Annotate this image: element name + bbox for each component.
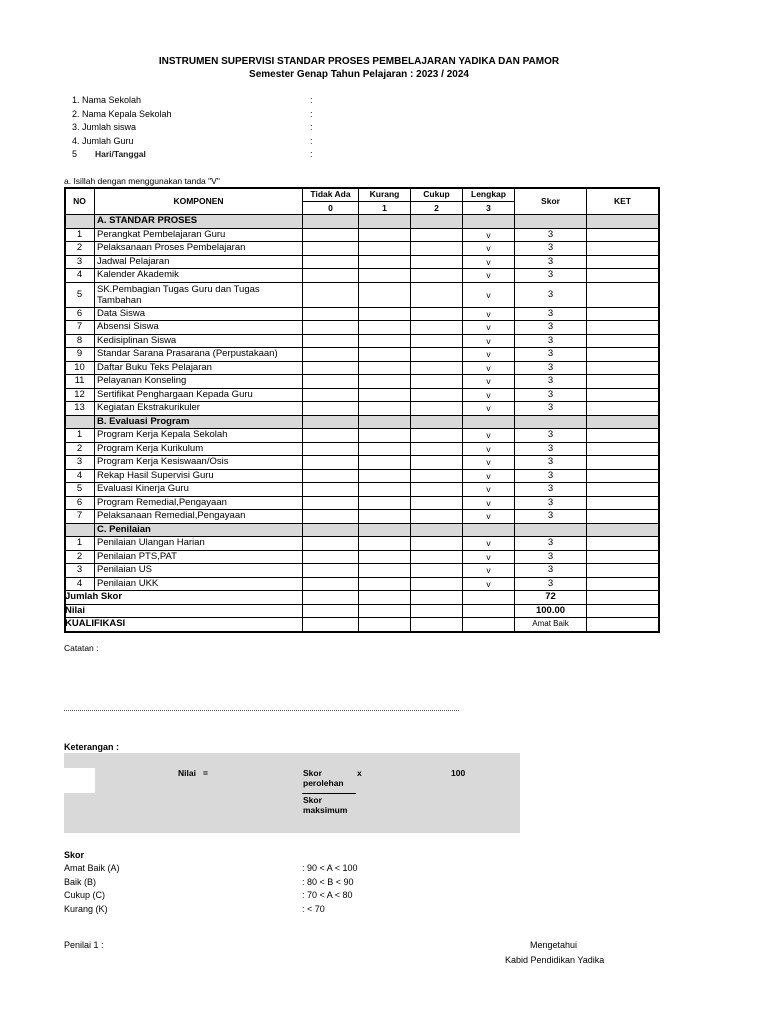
row-skor: 3 [515,564,587,578]
row-no: 2 [65,442,95,456]
row-komponen: Penilaian UKK [95,577,303,591]
row-komponen: Daftar Buku Teks Pelajaran [95,361,303,375]
row-komponen: Kedisiplinan Siswa [95,334,303,348]
row-check: v [463,510,515,524]
row-komponen: Data Siswa [95,307,303,321]
row-skor: 3 [515,456,587,470]
header-komponen: KOMPONEN [95,188,303,215]
table-row [65,307,659,321]
row-check: v [463,388,515,402]
header-value-2: 2 [411,201,463,215]
header-value-0: 0 [303,201,359,215]
formula-times: x [357,768,362,778]
kualifikasi-value: Amat Baik [515,618,587,632]
row-no: 4 [65,577,95,591]
section-row-a [65,215,659,229]
row-skor: 3 [515,361,587,375]
jumlah-skor-row [65,591,659,605]
keterangan-label: Keterangan : [64,742,120,752]
row-komponen: Standar Sarana Prasarana (Perpustakaan) [95,348,303,362]
row-no: 5 [65,282,95,307]
row-check: v [463,577,515,591]
row-no: 3 [65,456,95,470]
formula-fraction-line [302,793,356,794]
row-no: 2 [65,550,95,564]
info-label-jumlah-siswa: 3. Jumlah siswa [72,122,137,132]
row-skor: 3 [515,469,587,483]
row-skor: 3 [515,282,587,307]
skor-range-cukup: : 70 < A < 80 [302,890,353,900]
row-komponen: Program Remedial,Pengayaan [95,496,303,510]
row-komponen: Penilaian Ulangan Harian [95,537,303,551]
skor-label-cukup: Cukup (C) [64,890,106,900]
kabid-label: Kabid Pendidikan Yadika [505,955,605,965]
info-colon: : [310,122,313,132]
row-check: v [463,402,515,416]
formula-equals: = [203,768,208,778]
row-skor: 3 [515,228,587,242]
row-skor: 3 [515,577,587,591]
row-check: v [463,483,515,497]
skor-label-kurang: Kurang (K) [64,904,108,914]
table-row [65,402,659,416]
header-kurang: Kurang [359,188,411,202]
skor-label-amat-baik: Amat Baik (A) [64,863,120,873]
table-row [65,496,659,510]
row-no: 12 [65,388,95,402]
row-no: 5 [65,483,95,497]
table-row [65,348,659,362]
row-komponen: Perangkat Pembelajaran Guru [95,228,303,242]
skor-scale-title: Skor [64,850,85,860]
table-row [65,228,659,242]
row-skor: 3 [515,550,587,564]
row-no: 3 [65,255,95,269]
skor-range-amat-baik: : 90 < A < 100 [302,863,358,873]
table-row [65,361,659,375]
catatan-dotted-line [64,710,459,711]
row-no: 1 [65,537,95,551]
mengetahui-label: Mengetahui [530,940,578,950]
info-colon: : [310,149,313,159]
row-komponen: Sertifikat Penghargaan Kepada Guru [95,388,303,402]
row-no: 8 [65,334,95,348]
table-row [65,537,659,551]
penilai-label: Penilai 1 : [64,940,104,950]
document-title: INSTRUMEN SUPERVISI STANDAR PROSES PEMBELAJARAN YADIKA DAN PAMOR [158,56,560,67]
row-no: 9 [65,348,95,362]
nilai-label: Nilai [65,604,303,618]
row-check: v [463,334,515,348]
kualifikasi-row [65,618,659,632]
header-skor: Skor [515,188,587,215]
row-check: v [463,550,515,564]
row-check: v [463,537,515,551]
row-skor: 3 [515,255,587,269]
section-row-b [65,415,659,429]
nilai-row [65,604,659,618]
row-no: 4 [65,469,95,483]
row-check: v [463,429,515,443]
header-value-1: 1 [359,201,411,215]
table-row [65,456,659,470]
skor-range-kurang: : < 70 [302,904,325,914]
row-check: v [463,242,515,256]
formula-hundred: 100 [451,768,466,778]
row-skor: 3 [515,483,587,497]
header-ket: KET [587,188,659,215]
row-check: v [463,442,515,456]
row-komponen: Program Kerja Kepala Sekolah [95,429,303,443]
jumlah-skor-label: Jumlah Skor [65,591,303,605]
table-row [65,255,659,269]
table-row [65,429,659,443]
row-check: v [463,348,515,362]
table-row [65,442,659,456]
table-row [65,375,659,389]
row-check: v [463,228,515,242]
row-no: 7 [65,510,95,524]
row-komponen: Rekap Hasil Supervisi Guru [95,469,303,483]
header-value-3: 3 [463,201,515,215]
section-a-title: A. STANDAR PROSES [95,215,303,229]
row-no: 13 [65,402,95,416]
info-colon: : [310,109,313,119]
formula-blank-cell [64,768,95,793]
kualifikasi-label: KUALIFIKASI [65,618,303,632]
jumlah-skor-value: 72 [515,591,587,605]
row-skor: 3 [515,321,587,335]
row-komponen: Penilaian US [95,564,303,578]
row-check: v [463,496,515,510]
row-komponen: Kalender Akademik [95,269,303,283]
row-check: v [463,269,515,283]
table-row [65,550,659,564]
info-label-nama-sekolah: 1. Nama Sekolah [72,95,142,105]
row-komponen: SK.Pembagian Tugas Guru dan Tugas Tambahan [95,282,303,307]
info-label-hari-tanggal: Hari/Tanggal [95,149,146,159]
section-row-c [65,523,659,537]
info-label-jumlah-guru: 4. Jumlah Guru [72,136,134,146]
row-skor: 3 [515,242,587,256]
table-row [65,510,659,524]
row-no: 7 [65,321,95,335]
row-komponen: Absensi Siswa [95,321,303,335]
row-check: v [463,375,515,389]
row-skor: 3 [515,307,587,321]
row-komponen: Kegiatan Ekstrakurikuler [95,402,303,416]
info-label-number-5: 5 [72,149,78,159]
table-row [65,564,659,578]
formula-skor-perolehan: Skor perolehan [303,768,344,788]
row-check: v [463,469,515,483]
section-c-title: C. Penilaian [95,523,303,537]
row-no: 6 [65,307,95,321]
row-no: 1 [65,228,95,242]
table-row [65,282,659,307]
row-check: v [463,282,515,307]
row-skor: 3 [515,510,587,524]
row-no: 3 [65,564,95,578]
row-skor: 3 [515,388,587,402]
formula-skor-maksimum: Skor maksimum [303,795,348,815]
row-no: 10 [65,361,95,375]
row-skor: 3 [515,496,587,510]
header-no: NO [65,188,95,215]
formula-box [64,753,520,833]
row-no: 6 [65,496,95,510]
row-skor: 3 [515,537,587,551]
row-skor: 3 [515,348,587,362]
table-row [65,483,659,497]
row-check: v [463,456,515,470]
info-label-kepala-sekolah: 2. Nama Kepala Sekolah [72,109,172,119]
formula-nilai: Nilai [178,768,196,778]
header-cukup: Cukup [411,188,463,202]
row-check: v [463,307,515,321]
supervision-table [64,187,659,632]
row-check: v [463,255,515,269]
row-komponen: Evaluasi Kinerja Guru [95,483,303,497]
row-komponen: Pelaksanaan Remedial,Pengayaan [95,510,303,524]
row-komponen: Jadwal Pelajaran [95,255,303,269]
header-lengkap: Lengkap [463,188,515,202]
row-komponen: Pelayanan Konseling [95,375,303,389]
table-row [65,269,659,283]
skor-range-baik: : 80 < B < 90 [302,877,354,887]
table-row [65,388,659,402]
table-row [65,334,659,348]
table-row [65,242,659,256]
document-subtitle: Semester Genap Tahun Pelajaran : 2023 / 2024 [249,69,469,80]
row-no: 11 [65,375,95,389]
row-komponen: Program Kerja Kesiswaan/Osis [95,456,303,470]
row-skor: 3 [515,429,587,443]
row-komponen: Penilaian PTS,PAT [95,550,303,564]
row-skor: 3 [515,269,587,283]
info-colon: : [310,136,313,146]
catatan-label: Catatan : [64,643,99,653]
row-skor: 3 [515,442,587,456]
row-skor: 3 [515,334,587,348]
row-komponen: Program Kerja Kurikulum [95,442,303,456]
row-check: v [463,361,515,375]
fill-instruction: a. Isillah dengan menggunakan tanda "V" [64,176,220,186]
section-b-title: B. Evaluasi Program [95,415,303,429]
row-skor: 3 [515,402,587,416]
row-check: v [463,564,515,578]
row-komponen: Pelaksanaan Proses Pembelajaran [95,242,303,256]
row-skor: 3 [515,375,587,389]
nilai-value: 100.00 [515,604,587,618]
skor-label-baik: Baik (B) [64,877,97,887]
row-check: v [463,321,515,335]
table-row [65,321,659,335]
row-no: 1 [65,429,95,443]
info-colon: : [310,95,313,105]
row-no: 4 [65,269,95,283]
table-row [65,469,659,483]
header-tidak-ada: Tidak Ada [303,188,359,202]
table-row [65,577,659,591]
row-no: 2 [65,242,95,256]
